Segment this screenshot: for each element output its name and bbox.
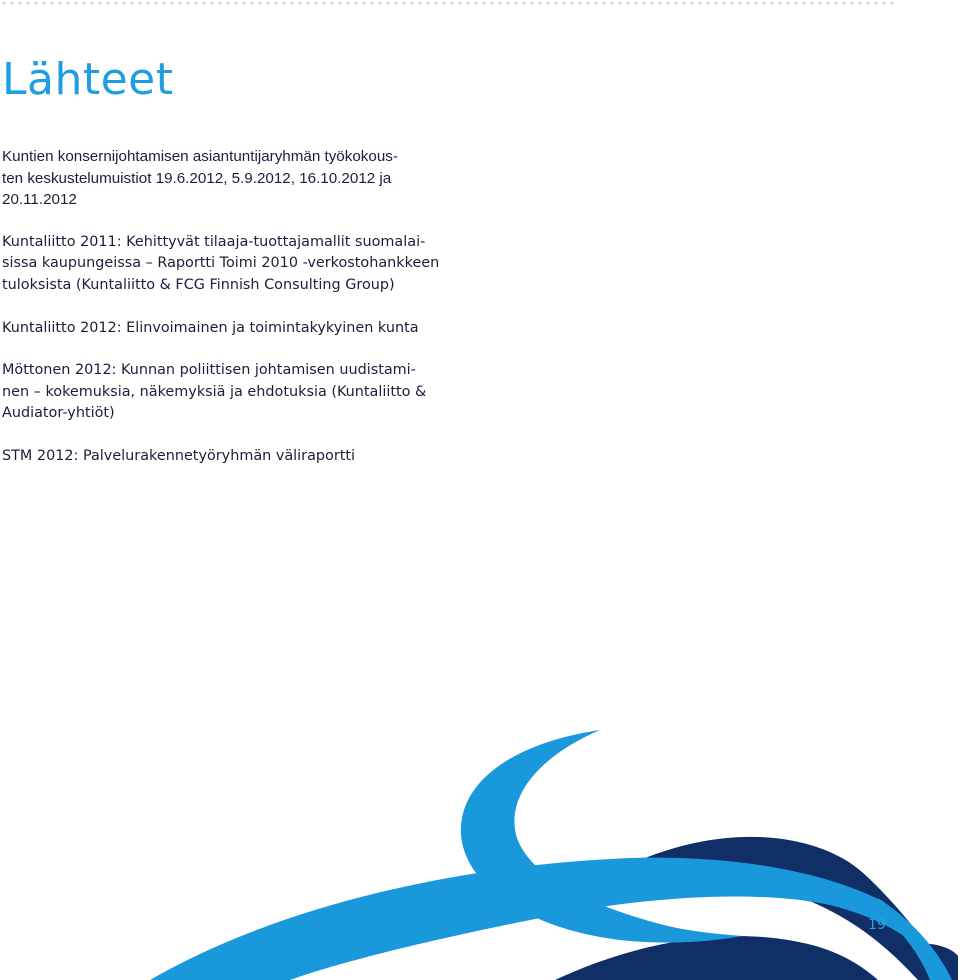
reference-line: tuloksista (Kuntaliitto & FCG Finnish Consulting Group) — [2, 276, 395, 293]
reference-line: Kuntien konsernijohtamisen asiantuntijaryhmän työkokous- — [2, 148, 398, 165]
reference-line: ten keskustelumuistiot 19.6.2012, 5.9.2012, 16.10.2012 ja — [2, 169, 392, 187]
reference-line: nen – kokemuksia, näkemyksiä ja ehdotuksia (Kuntaliitto & — [2, 383, 427, 400]
reference-line: Kuntaliitto 2011: Kehittyvät tilaaja-tuottajamallit suomalai- — [2, 233, 426, 250]
reference-line: Möttonen 2012: Kunnan poliittisen johtamisen uudistami- — [2, 362, 416, 379]
reference-line: Audiator-yhtiöt) — [2, 405, 115, 422]
reference-line: sissa kaupungeissa – Raportti Toimi 2010 -verkostohankkeen — [2, 255, 440, 272]
reference-line: Kuntaliitto 2012: Elinvoimainen ja toimintakykyinen kunta — [2, 319, 419, 336]
page-title: Lähteet — [2, 54, 174, 105]
reference-line: STM 2012: Palvelurakennetyöryhmän väliraportti — [2, 447, 356, 464]
ribbon-dark — [555, 936, 878, 980]
reference-line: 20.11.2012 — [2, 191, 77, 209]
page-number: 19 — [868, 917, 886, 933]
